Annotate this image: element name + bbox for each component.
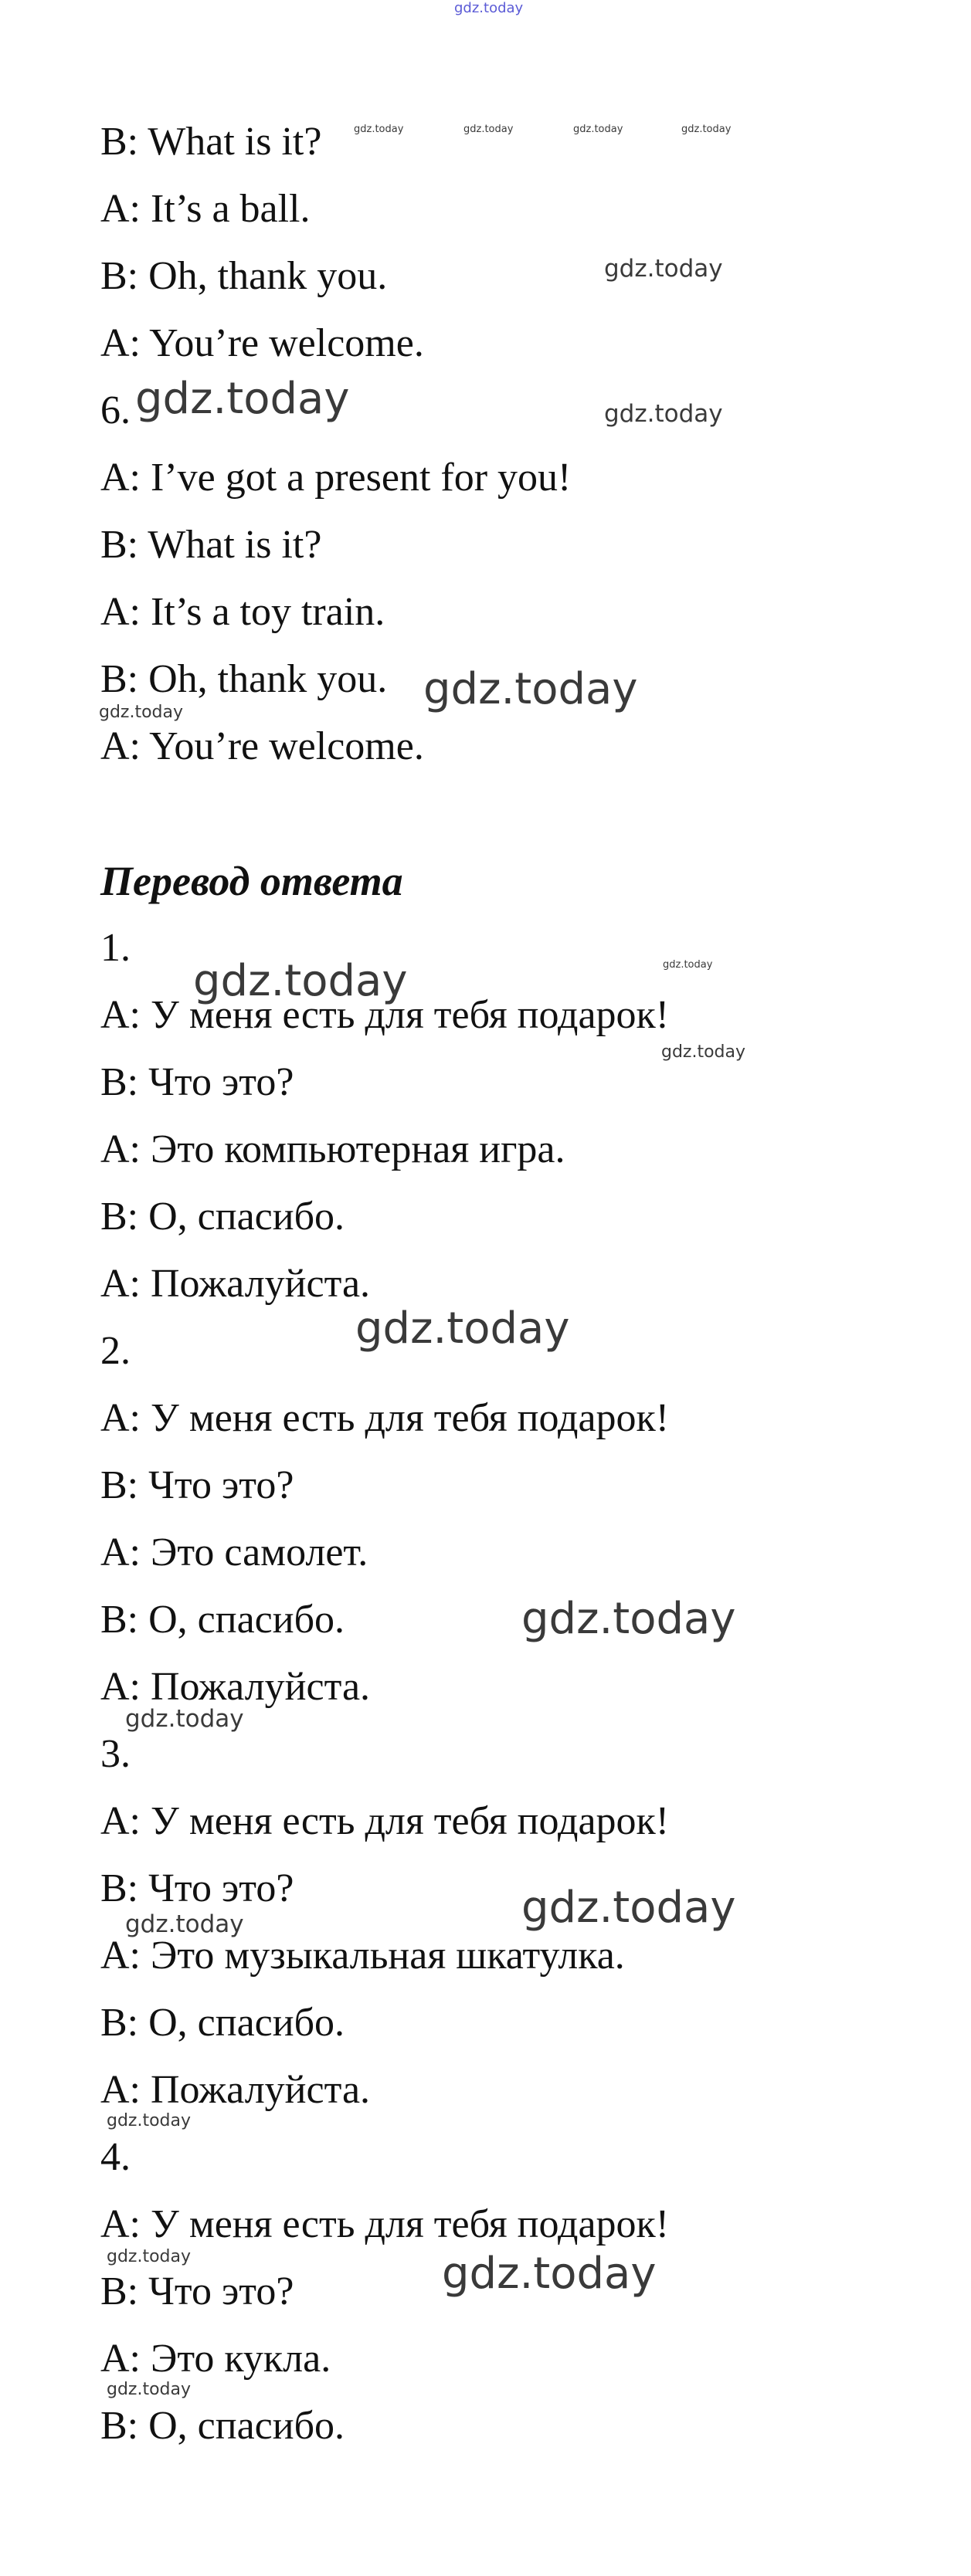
watermark: gdz.today (99, 703, 184, 722)
translation-line: B: О, спасибо. (100, 2404, 345, 2448)
translation-number: 2. (100, 1329, 131, 1373)
translation-line: A: У меня есть для тебя подарок! (100, 993, 670, 1037)
dialogue-line: B: What is it? (100, 523, 322, 567)
translation-line: A: Пожалуйста. (100, 1262, 371, 1306)
dialogue-line: B: What is it? (100, 120, 322, 164)
watermark: gdz.today (442, 2249, 657, 2299)
translation-line: B: О, спасибо. (100, 1598, 345, 1642)
watermark: gdz.today (604, 255, 723, 283)
translation-heading: Перевод ответа (100, 858, 403, 904)
translation-line: B: О, спасибо. (100, 1195, 345, 1239)
watermark: gdz.today (107, 2247, 192, 2266)
watermark: gdz.today (423, 664, 638, 714)
translation-line: A: Это музыкальная шкатулка. (100, 1934, 625, 1978)
translation-line: B: Что это? (100, 1463, 294, 1507)
watermark: gdz.today (663, 959, 713, 971)
dialogue-line: B: Oh, thank you. (100, 254, 388, 298)
watermark: gdz.today (125, 1910, 244, 1938)
watermark-top: gdz.today (454, 0, 524, 16)
dialogue-line: A: You’re welcome. (100, 321, 424, 365)
dialogue-line: A: It’s a toy train. (100, 590, 385, 634)
translation-line: A: У меня есть для тебя подарок! (100, 1799, 670, 1843)
watermark: gdz.today (135, 374, 350, 424)
translation-line: A: Пожалуйста. (100, 1665, 371, 1709)
dialogue-line: A: You’re welcome. (100, 724, 424, 768)
translation-line: A: Это кукла. (100, 2337, 331, 2381)
watermark: gdz.today (107, 2380, 192, 2399)
dialogue-number: 6. (100, 388, 131, 432)
watermark: gdz.today (193, 956, 408, 1006)
dialogue-line: A: I’ve got a present for you! (100, 456, 572, 500)
watermark: gdz.today (604, 400, 723, 428)
translation-number: 4. (100, 2135, 131, 2179)
watermark: gdz.today (521, 1594, 736, 1644)
translation-line: A: Это компьютерная игра. (100, 1127, 565, 1171)
dialogue-line: B: Oh, thank you. (100, 657, 388, 701)
dialogue-line: A: It’s a ball. (100, 187, 311, 231)
translation-line: A: Это самолет. (100, 1530, 368, 1574)
watermark: gdz.today (521, 1883, 736, 1933)
watermark: gdz.today (661, 1042, 746, 1062)
watermark: gdz.today (573, 124, 623, 135)
watermark: gdz.today (355, 1303, 570, 1354)
translation-line: A: У меня есть для тебя подарок! (100, 2202, 670, 2246)
translation-line: B: О, спасибо. (100, 2001, 345, 2045)
translation-line: B: Что это? (100, 2269, 294, 2313)
watermark: gdz.today (681, 124, 732, 135)
translation-line: A: У меня есть для тебя подарок! (100, 1396, 670, 1440)
watermark: gdz.today (463, 124, 514, 135)
watermark: gdz.today (354, 124, 404, 135)
watermark: gdz.today (107, 2111, 192, 2130)
translation-number: 1. (100, 926, 131, 970)
translation-line: B: Что это? (100, 1866, 294, 1910)
translation-line: B: Что это? (100, 1060, 294, 1104)
translation-line: A: Пожалуйста. (100, 2068, 371, 2112)
translation-number: 3. (100, 1732, 131, 1776)
watermark: gdz.today (125, 1705, 244, 1733)
